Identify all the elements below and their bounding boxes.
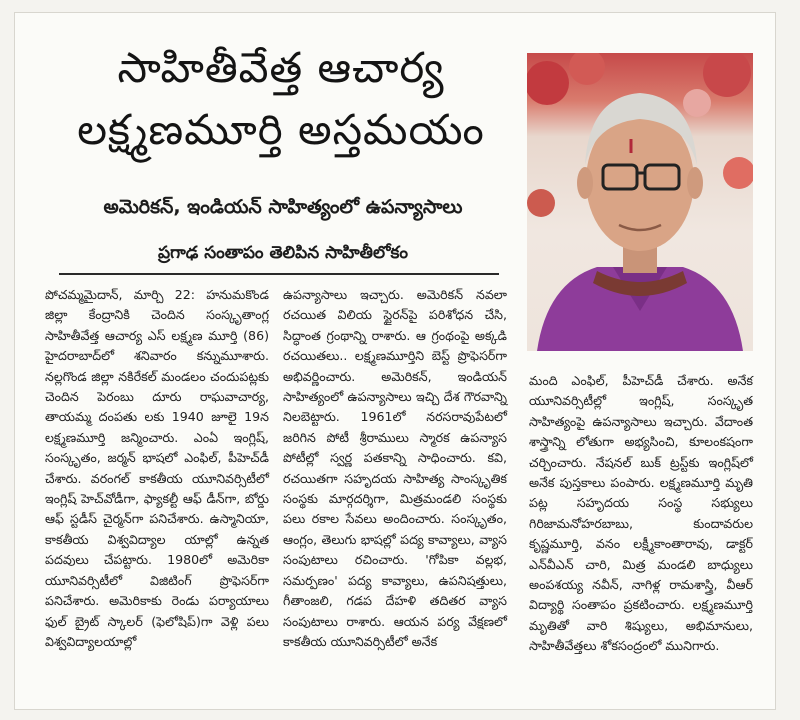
column-text: మంది ఎంఫిల్, పీహెచ్‌డీ చేశారు. అనేక యూనివర్సిటీల్లో ఇంగ్లిష్, సంస్కృత సాహిత్యంపై ఉపన్యాసాలు ఇచ్చారు. వేదాంత శాస్త్రాన్ని లోతుగా అభ్యసించి, కూలంకషంగా చర్చించారు. నేషనల్ బుక్ ట్రస్ట్‌కు ఇంగ్లిష్‌లో అనేక పుస్తకాలు పంపారు. లక్ష్మణమూర్తి మృతి పట్ల సహృదయ సంస్థ సభ్యులు గిరిజామనోహరబాబు, కుందావరుల కృష్ణమూర్తి, వనం లక్ష్మీకాంతారావు, డాక్టర్ ఎన్‌వీఎన్ చారి, మిత్ర మండలి బాధ్యులు అంపశయ్య నవీన్, నాగిళ్ల రామశాస్త్రి, వీఆర్ విద్యార్థి సంతాపం ప్రకటించారు. లక్ష్మణమూర్తి మృతితో వారి శిష్యులు, అభిమానులు, సాహితీవేత్తలు శోకసంద్రంలో మునిగారు. (529, 373, 753, 654)
headline-line-1: సాహితీవేత్త ఆచార్య (117, 43, 445, 92)
article-column-3 (529, 371, 753, 657)
divider-rule (59, 273, 499, 275)
article-column-1 (45, 285, 269, 652)
column-text: ఉపన్యాసాలు ఇచ్చారు. అమెరికన్ నవలా రచయిత విలియ స్టైరన్‌పై పరిశోధన చేసి, సిద్ధాంత గ్రంథాన్ని రాశారు. ఆ గ్రంథంపై అక్కడి రచయితలు.. లక్ష్మణమూర్తిని బెస్ట్ ప్రొఫెసర్‌గా అభివర్ణించారు. అమెరికన్, ఇండియన్ సాహిత్యంలో ఉపన్యాసాలు ఇచ్చి దేశ గౌరవాన్ని నిలబెట్టారు. 1961లో నరసరావుపేటలో జరిగిన పోటీ శ్రీరాములు స్మారక ఉపన్యాస పోటీల్లో స్వర్ణ పతకాన్ని సాధించారు. కవి, రచయితగా సహృదయ సాహిత్య సాంస్కృతిక సంస్థకు మార్గదర్శిగా, మిత్రమండలి సంస్థకు పలు రకాల సేవలు అందించారు. సంస్కృతం, ఆంగ్లం, తెలుగు భాషల్లో పద్య కావ్యాలు, వ్యాస సంపుటాలు రచించారు. 'గోపికా వల్లభ, సమర్పణం' పద్య కావ్యాలు, ఉపనిషత్తులు, గీతాంజలి, గడప దేహళి తదితర వ్యాస సంపుటాలు రాశారు. ఆయన పర్య వేక్షణలో కాకతీయ యూనివర్సిటీలో అనేక (283, 287, 507, 649)
article-column-2 (283, 285, 507, 652)
portrait-photo (527, 53, 753, 351)
subheading-primary: అమెరికన్, ఇండియన్ సాహిత్యంలో ఉపన్యాసాలు (103, 196, 463, 218)
column-text: పోచమ్మమైదాన్, మార్చి 22: హనుమకొండ జిల్లా కేంద్రానికి చెందిన సంస్కృతాంగ్ల సాహితీవేత్త ఆచార్య ఎస్ లక్ష్మణ మూర్తి (86) హైదరాబాద్‌లో శనివారం కన్నుమూశారు. నల్లగొండ జిల్లా నకిరేకల్ మండలం చందుపట్లకు చెందిన పెరంబు దూరు రాఘవాచార్య, తాయమ్మ దంపతు లకు 1940 జూలై 19న లక్ష్మణమూర్తి జన్మించారు. ఎంఏ ఇంగ్లిష్, సంస్కృతం, జర్మన్ భాషలో ఎంఫిల్, పీహెచ్‌డీ చేశారు. వరంగల్ కాకతీయ యూనివర్సిటీలో ఇంగ్లిష్ హెచ్‌వోడీగా, ఫ్యాకల్టీ ఆఫ్ డీన్‌గా, బోర్డు ఆఫ్ స్టడీస్ చైర్మన్‌గా పనిచేశారు. ఉస్మానియా, కాకతీయ విశ్వవిద్యాల యాల్లో ఉన్నత పదవులు చేపట్టారు. 1980లో అమెరికా యూనివర్సిటీలో విజిటింగ్ ప్రొఫెసర్‌గా పనిచేశారు. అమెరికాకు రెండు పర్యాయాలు ఫుల్ బ్రైట్ స్కాలర్ (ఫెలోషిప్)గా వెళ్లి పలు విశ్వవిద్యాలయాల్లో (45, 287, 269, 649)
headline (37, 37, 525, 161)
subheading-secondary: ప్రగాఢ సంతాపం తెలిపిన సాహితీలోకం (157, 243, 409, 263)
headline-line-2: లక్ష్మణమూర్తి అస్తమయం (77, 105, 485, 154)
newspaper-clipping (14, 12, 776, 710)
